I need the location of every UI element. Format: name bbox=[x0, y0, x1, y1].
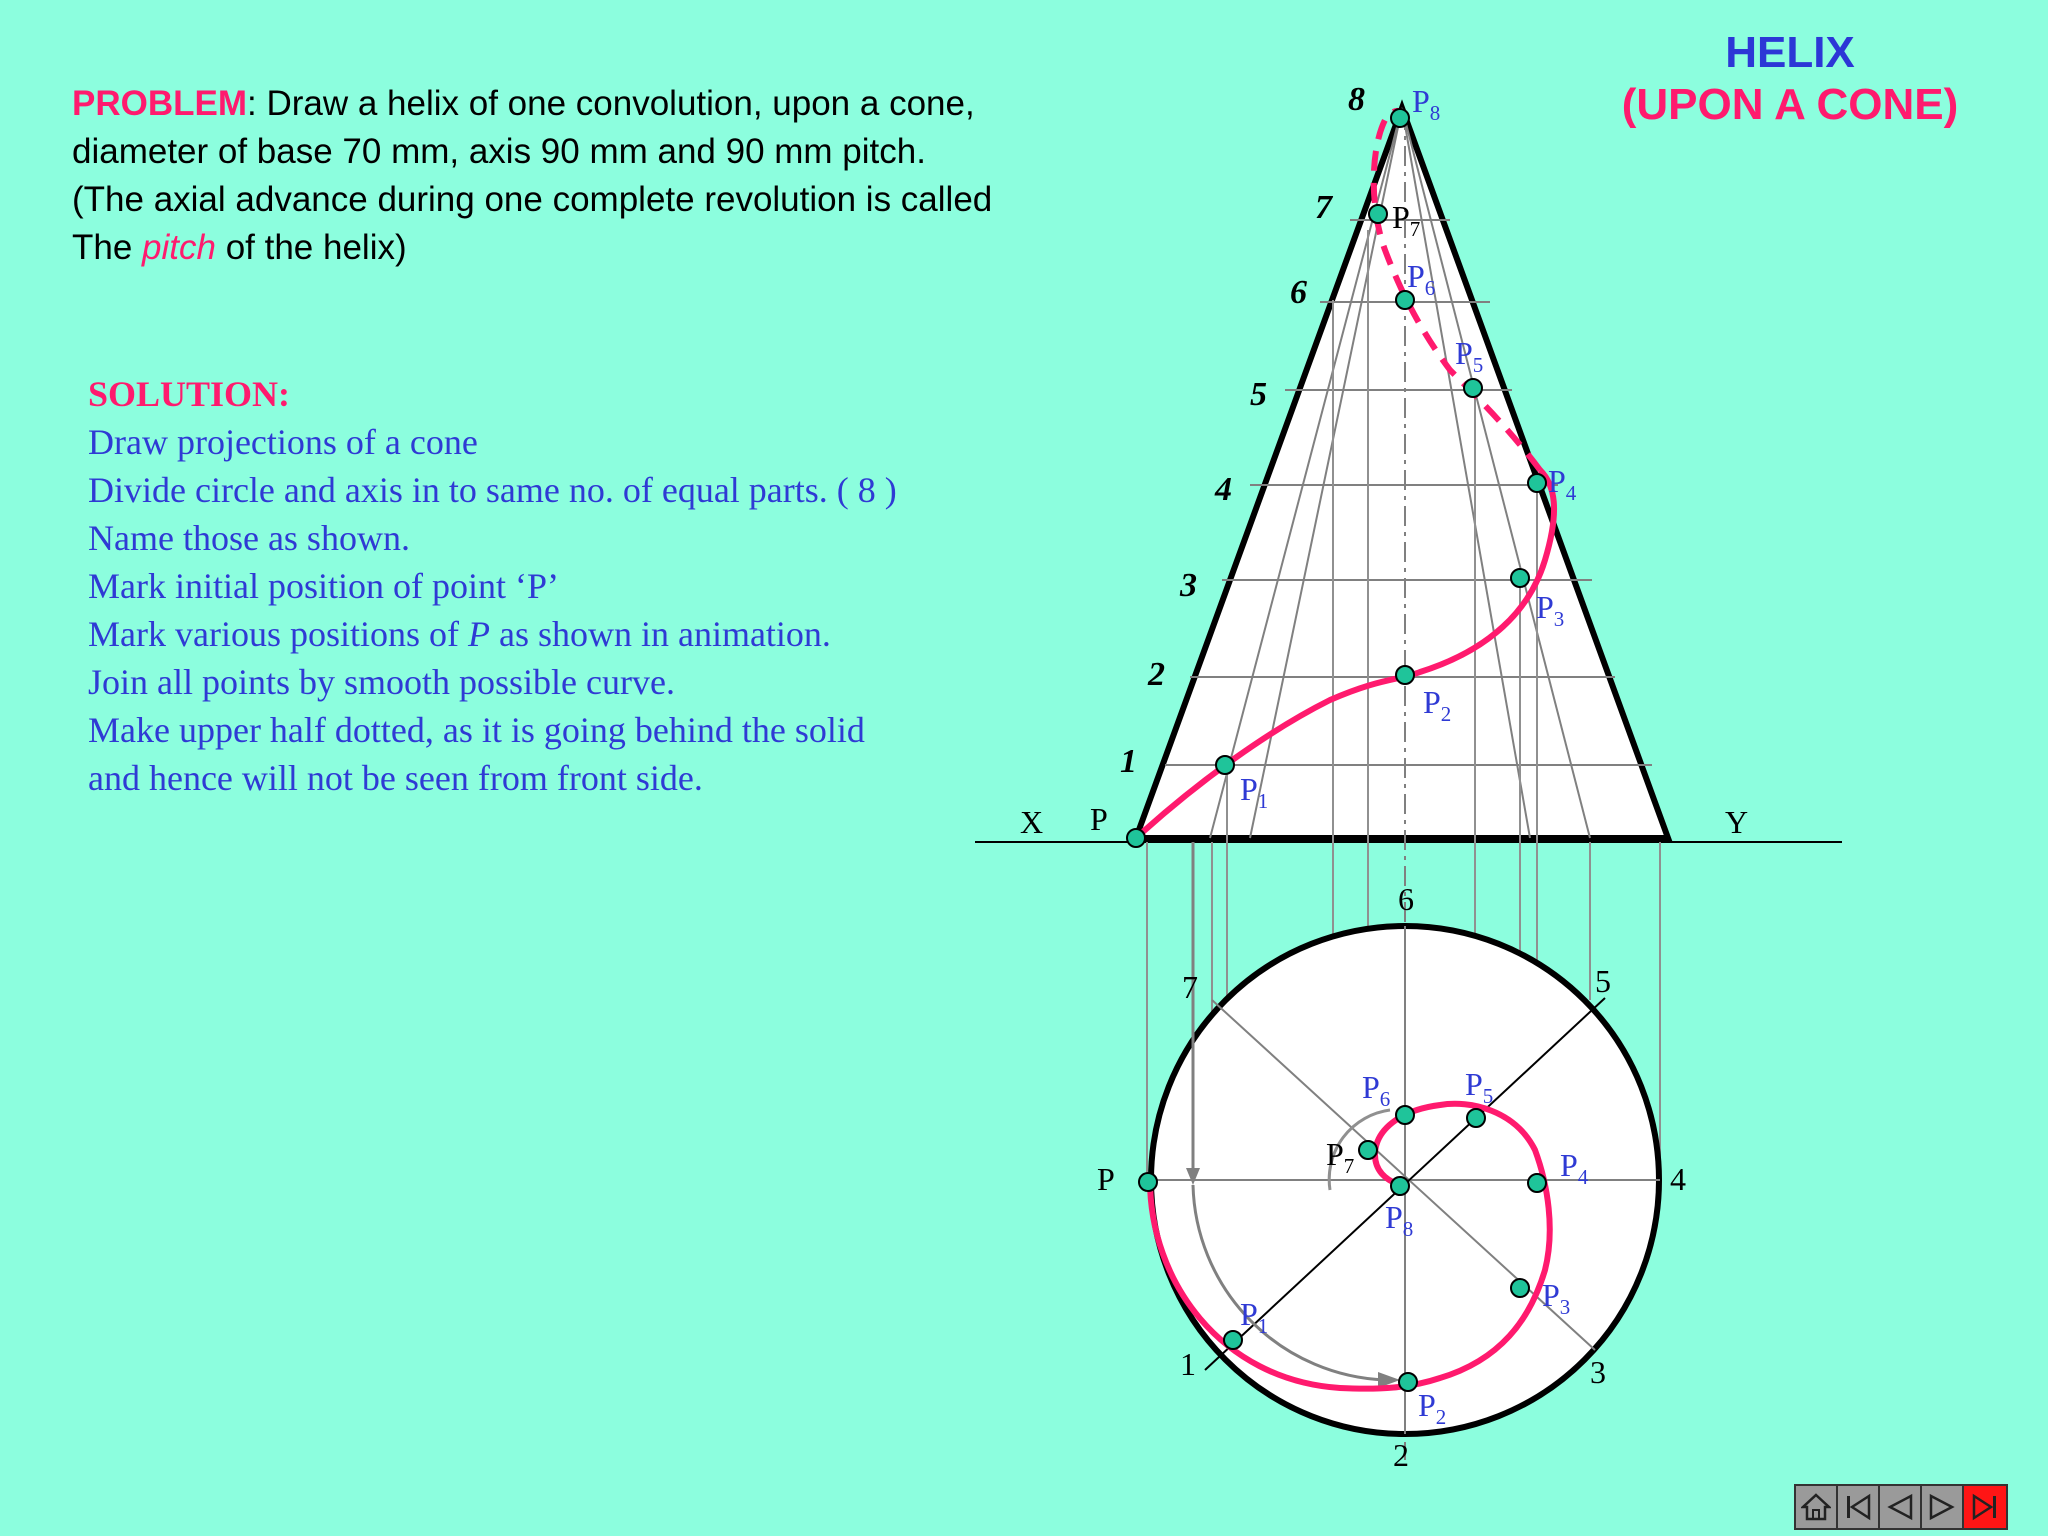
plan-number-3: 3 bbox=[1590, 1354, 1606, 1390]
label-p5-top: $P_5$ bbox=[1465, 1066, 1494, 1108]
label-p5-front: $P_5$ bbox=[1455, 335, 1484, 377]
level-6: 6 bbox=[1290, 274, 1307, 311]
label-p1-top: $P_1$ bbox=[1240, 1296, 1269, 1338]
plan-number-1: 1 bbox=[1180, 1346, 1196, 1382]
pitch-word: pitch bbox=[142, 228, 216, 267]
level-1: 1 bbox=[1120, 743, 1137, 780]
label-p7-top: $P_7$ bbox=[1326, 1136, 1355, 1178]
last-slide-icon bbox=[1970, 1492, 2000, 1522]
solution-step: Mark initial position of point ‘P’ bbox=[88, 566, 559, 606]
label-p1-front: $P_1$ bbox=[1240, 771, 1269, 813]
label-p2-top: $P_2$ bbox=[1418, 1387, 1447, 1429]
level-4: 4 bbox=[1215, 471, 1232, 508]
label-p6-front: $P_6$ bbox=[1407, 258, 1436, 300]
level-7: 7 bbox=[1315, 189, 1332, 226]
home-icon bbox=[1801, 1492, 1831, 1522]
solution-step: Join all points by smooth possible curve. bbox=[88, 662, 675, 702]
solution-step: Make upper half dotted, as it is going behind the solid bbox=[88, 710, 865, 750]
label-p4-front: $P_4$ bbox=[1548, 463, 1577, 505]
plan-number-4: 4 bbox=[1670, 1161, 1686, 1197]
label-p8-front: $P_8$ bbox=[1412, 83, 1441, 125]
label-p-top: P bbox=[1097, 1161, 1115, 1197]
slide-navigation bbox=[1794, 1484, 2008, 1530]
solution-step: and hence will not be seen from front side. bbox=[88, 758, 703, 798]
solution-heading: SOLUTION: bbox=[88, 374, 291, 414]
title-upon-a-cone: (UPON A CONE) bbox=[1621, 80, 1959, 129]
solution-step: Draw projections of a cone bbox=[88, 422, 478, 462]
label-p-front: P bbox=[1090, 801, 1108, 837]
problem-line3: (The axial advance during one complete revolution is called bbox=[72, 180, 993, 219]
level-5: 5 bbox=[1250, 376, 1267, 413]
label-x: X bbox=[1020, 804, 1044, 840]
problem-line2: diameter of base 70 mm, axis 90 mm and 90 mm pitch. bbox=[72, 132, 926, 171]
home-button[interactable] bbox=[1796, 1486, 1838, 1528]
label-p3-front: $P_3$ bbox=[1536, 589, 1565, 631]
solution-step: Divide circle and axis in to same no. of equal parts. ( 8 ) bbox=[88, 470, 897, 510]
label-p6-top: $P_6$ bbox=[1362, 1069, 1391, 1111]
next-slide-icon bbox=[1927, 1492, 1957, 1522]
label-p8-top: $P_8$ bbox=[1385, 1199, 1414, 1241]
plan-number-6: 6 bbox=[1398, 881, 1414, 917]
previous-slide-button[interactable] bbox=[1880, 1486, 1922, 1528]
label-p3-top: $P_3$ bbox=[1542, 1277, 1571, 1319]
level-2: 2 bbox=[1148, 656, 1165, 693]
first-slide-icon bbox=[1843, 1492, 1873, 1522]
first-slide-button[interactable] bbox=[1838, 1486, 1880, 1528]
plan-number-7: 7 bbox=[1182, 969, 1198, 1005]
problem-keyword: PROBLEM bbox=[72, 84, 247, 123]
previous-slide-icon bbox=[1885, 1492, 1915, 1522]
problem-line1: : Draw a helix of one convolution, upon a cone, bbox=[247, 84, 975, 123]
label-p4-top: $P_4$ bbox=[1560, 1147, 1589, 1189]
plan-number-2: 2 bbox=[1393, 1437, 1409, 1473]
problem-line4-post: of the helix) bbox=[215, 228, 407, 267]
level-8: 8 bbox=[1348, 81, 1365, 118]
problem-line4-pre: The bbox=[72, 228, 143, 267]
title-helix: HELIX bbox=[1725, 28, 1855, 77]
last-slide-button[interactable] bbox=[1964, 1486, 2006, 1528]
next-slide-button[interactable] bbox=[1922, 1486, 1964, 1528]
level-3: 3 bbox=[1180, 567, 1197, 604]
plan-number-5: 5 bbox=[1595, 963, 1611, 999]
solution-step: Mark various positions of P as shown in animation. bbox=[88, 614, 831, 654]
solution-step: Name those as shown. bbox=[88, 518, 410, 558]
label-y: Y bbox=[1725, 804, 1749, 840]
label-p2-front: $P_2$ bbox=[1423, 684, 1452, 726]
label-p7-front: $P_7$ bbox=[1392, 199, 1421, 241]
